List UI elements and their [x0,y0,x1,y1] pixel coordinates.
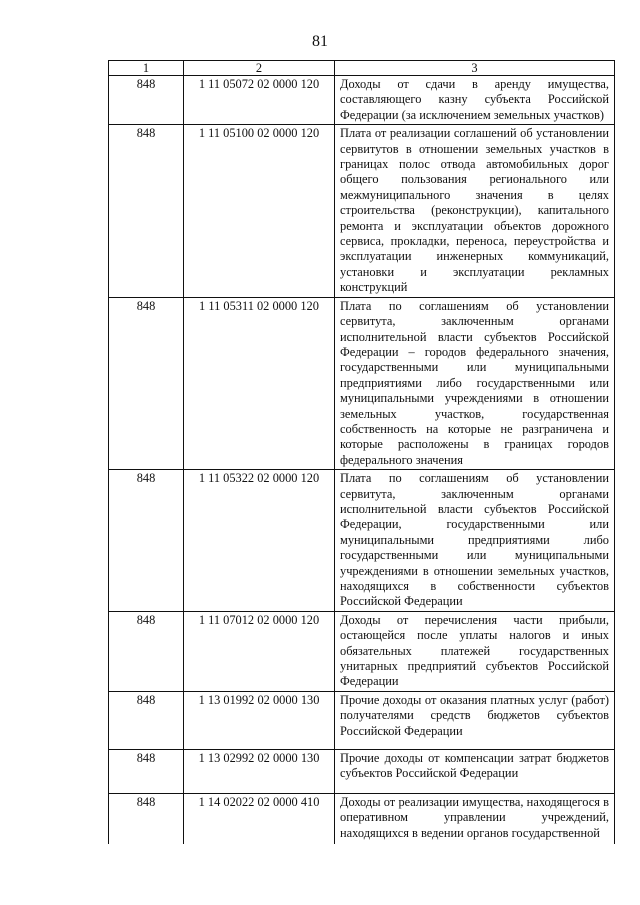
header-col-1: 1 [109,61,184,76]
admin-code-cell: 848 [109,793,184,844]
revenue-name-cell: Прочие доходы от компенсации затрат бюджетов субъектов Российской Федерации [335,749,615,793]
budget-code-cell: 1 14 02022 02 0000 410 [184,793,335,844]
budget-code-cell: 1 11 05311 02 0000 120 [184,297,335,469]
header-col-3: 3 [335,61,615,76]
admin-code-cell: 848 [109,297,184,469]
budget-code-cell: 1 13 01992 02 0000 130 [184,691,335,749]
header-col-2: 2 [184,61,335,76]
table-row [109,691,615,749]
revenue-name-cell: Плата по соглашениям об установлении сервитута, заключенным органами исполнительной власти субъектов Российской Федерации, государственными или муниципальными предприятиями либо государственными или муниципальными учреждениями в отношении земельных участков, находящихся в собственности субъектов Российской Федерации [335,470,615,612]
table-row [109,297,615,469]
revenue-name-cell: Прочие доходы от оказания платных услуг (работ) получателями средств бюджетов субъектов Российской Федерации [335,691,615,749]
admin-code-cell: 848 [109,125,184,297]
table-row [109,611,615,691]
page-number: 81 [312,33,328,50]
table-header-row [109,61,615,76]
revenue-name-cell: Плата по соглашениям об установлении сервитута, заключенным органами исполнительной власти субъектов Российской Федерации – городов федерального значения, государственными или муниципальными предприятиями либо государственными или муниципальными учреждениями в отношении земельных участков, государственная собственность на которые не разграничена и которые расположены в границах городов федерального значения [335,297,615,469]
admin-code-cell: 848 [109,470,184,612]
table-row [109,76,615,125]
admin-code-cell: 848 [109,749,184,793]
budget-code-cell: 1 13 02992 02 0000 130 [184,749,335,793]
revenue-name-cell: Доходы от перечисления части прибыли, остающейся после уплаты налогов и иных обязательных платежей государственных унитарных предприятий субъектов Российской Федерации [335,611,615,691]
table-row [109,793,615,844]
budget-code-cell: 1 11 07012 02 0000 120 [184,611,335,691]
admin-code-cell: 848 [109,691,184,749]
table-row [109,749,615,793]
admin-code-cell: 848 [109,76,184,125]
revenue-codes-table [108,60,615,844]
budget-code-cell: 1 11 05072 02 0000 120 [184,76,335,125]
budget-code-cell: 1 11 05322 02 0000 120 [184,470,335,612]
admin-code-cell: 848 [109,611,184,691]
revenue-name-cell: Доходы от сдачи в аренду имущества, составляющего казну субъекта Российской Федерации (за исключением земельных участков) [335,76,615,125]
budget-code-cell: 1 11 05100 02 0000 120 [184,125,335,297]
revenue-name-cell: Плата от реализации соглашений об установлении сервитутов в отношении земельных участков в границах полос отвода автомобильных дорог общего пользования регионального или межмуниципального значения в целях строительства (реконструкции), капитального ремонта и эксплуатации объектов дорожного сервиса, прокладки, переноса, переустройства и эксплуатации инженерных коммуникаций, установки и эксплуатации рекламных конструкций [335,125,615,297]
table-row [109,470,615,612]
table-row [109,125,615,297]
revenue-name-cell: Доходы от реализации имущества, находящегося в оперативном управлении учреждений, находящихся в ведении органов государственной [335,793,615,844]
